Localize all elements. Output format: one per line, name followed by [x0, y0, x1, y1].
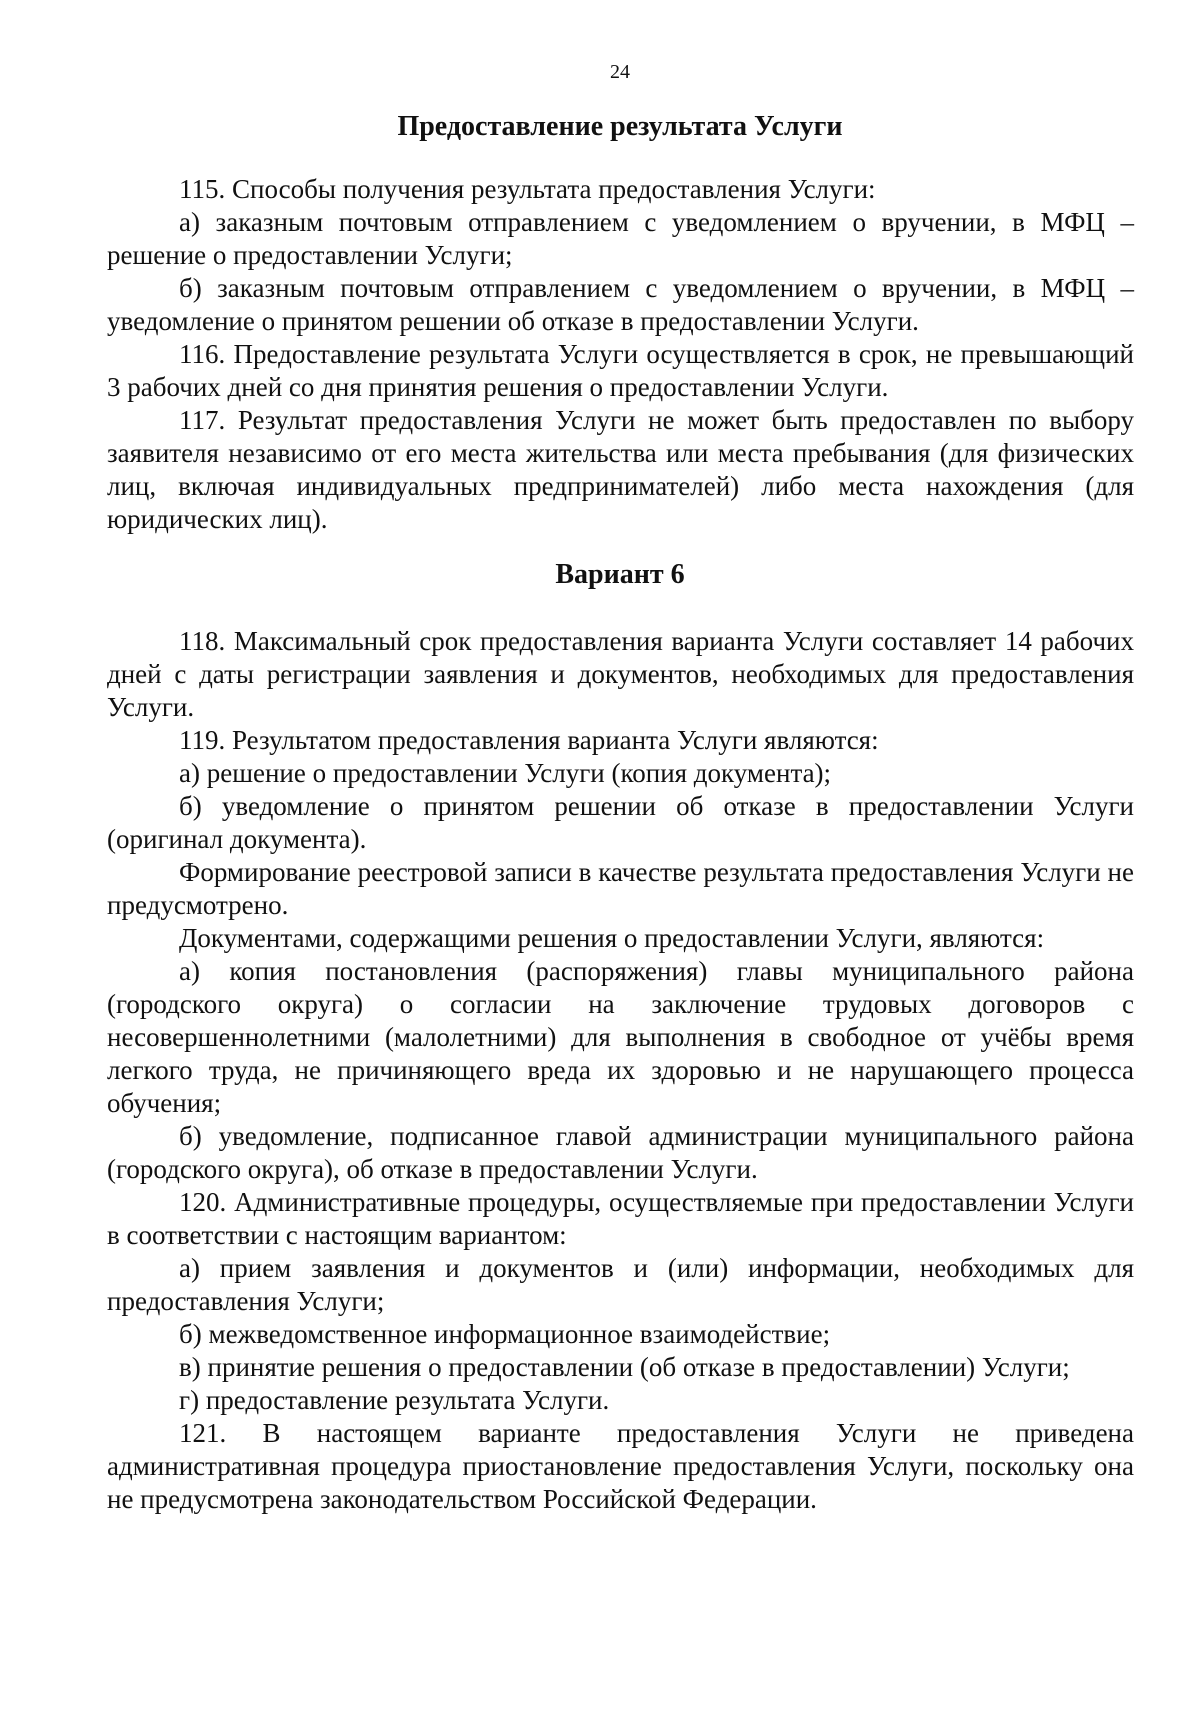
paragraph-115: 115. Способы получения результата предоставления Услуги:	[179, 174, 876, 204]
paragraph-documents-a: а) копия постановления (распоряжения) главы муниципального района (городского округа) о согласии на заключение трудовых договоров с несовершеннолетними (малолетними) для выполнения в свободное от учёбы время легкого труда, не причиняющего вреда их здоровью и не нарушающего процесса обучения;	[107, 956, 1134, 1118]
paragraph-117: 117. Результат предоставления Услуги не может быть предоставлен по выбору заявителя независимо от его места жительства или места пребывания (для физических лиц, включая индивидуальных предпринимателей) либо места нахождения (для юридических лиц).	[107, 405, 1134, 534]
paragraph-120-v: в) принятие решения о предоставлении (об отказе в предоставлении) Услуги;	[179, 1352, 1070, 1382]
paragraph-registry-note: Формирование реестровой записи в качестве результата предоставления Услуги не предусмотрено.	[107, 857, 1134, 920]
section-variant-6-body	[107, 625, 1134, 1516]
section-result-body	[107, 173, 1134, 536]
section-heading-result: Предоставление результата Услуги	[397, 111, 843, 142]
paragraph-120-a: а) прием заявления и документов и (или) информации, необходимых для предоставления Услуги;	[107, 1253, 1134, 1316]
paragraph-115-b: б) заказным почтовым отправлением с уведомлением о вручении, в МФЦ – уведомление о принятом решении об отказе в предоставлении Услуги.	[107, 273, 1134, 336]
paragraph-119-b: б) уведомление о принятом решении об отказе в предоставлении Услуги (оригинал документа).	[107, 791, 1134, 854]
paragraph-120: 120. Административные процедуры, осуществляемые при предоставлении Услуги в соответствии с настоящим вариантом:	[107, 1187, 1134, 1250]
paragraph-documents-b: б) уведомление, подписанное главой администрации муниципального района (городского округа), об отказе в предоставлении Услуги.	[107, 1121, 1134, 1184]
paragraph-115-a: а) заказным почтовым отправлением с уведомлением о вручении, в МФЦ – решение о предоставлении Услуги;	[107, 207, 1134, 270]
paragraph-119: 119. Результатом предоставления варианта Услуги являются:	[179, 725, 879, 755]
paragraph-120-g: г) предоставление результата Услуги.	[179, 1385, 610, 1415]
paragraph-119-a: а) решение о предоставлении Услуги (копия документа);	[179, 758, 832, 788]
paragraph-120-b: б) межведомственное информационное взаимодействие;	[179, 1319, 831, 1349]
paragraph-116: 116. Предоставление результата Услуги осуществляется в срок, не превышающий 3 рабочих дней со дня принятия решения о предоставлении Услуги.	[107, 339, 1134, 402]
section-heading-variant-6: Вариант 6	[555, 559, 685, 590]
paragraph-documents-intro: Документами, содержащими решения о предоставлении Услуги, являются:	[179, 923, 1045, 953]
paragraph-118: 118. Максимальный срок предоставления варианта Услуги составляет 14 рабочих дней с даты регистрации заявления и документов, необходимых для предоставления Услуги.	[107, 626, 1134, 722]
paragraph-121: 121. В настоящем варианте предоставления Услуги не приведена административная процедура приостановление предоставления Услуги, поскольку она не предусмотрена законодательством Российской Федерации.	[107, 1418, 1134, 1514]
page-number: 24	[610, 61, 630, 83]
